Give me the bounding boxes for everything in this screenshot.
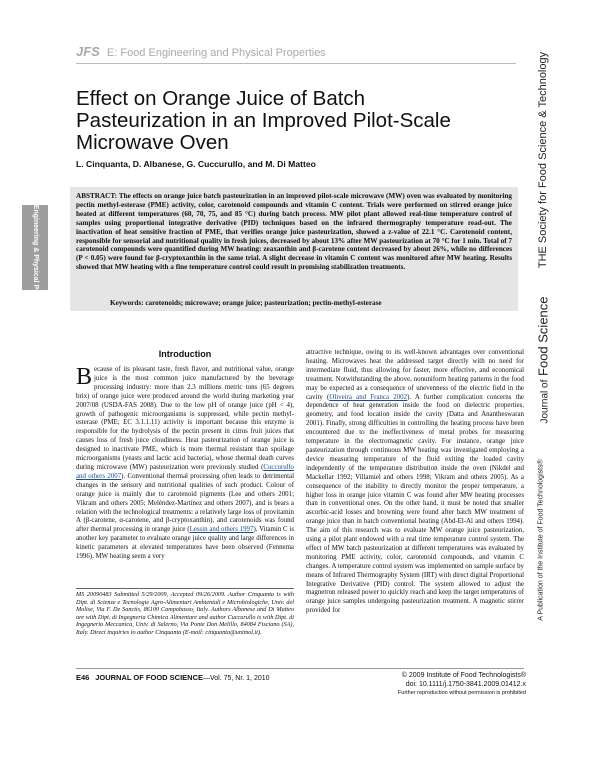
intro-heading: Introduction (158, 349, 212, 359)
society-banner: THE Society for Food Science & Technology (537, 51, 549, 269)
doi-link[interactable]: doi: 10.1111/j.1750-3841.2009.01412.x (405, 681, 526, 688)
section-side-tab-label: E: Food Engineering & Physical Properties (32, 176, 39, 319)
col1-text-c: ). Vitamin C is another key parameter to evaluate orange juice quality and large differences in kinetic parameters at elevated temperatures have been observed (Fennema 1996). MW heating seem a very (76, 526, 295, 561)
publication-note: A Publication of the Institute of Food Technologists® (537, 459, 545, 621)
page-number: E46 (76, 673, 90, 682)
journal-logo-large: Food Science (535, 296, 551, 376)
drop-cap: B (76, 364, 93, 390)
permission-note: Further reproduction without permission is prohibited (397, 690, 526, 696)
journal-logo-small: Journal of (539, 379, 551, 424)
footer-citation (76, 673, 270, 682)
abstract: ABSTRACT: The effects on orange juice batch pasteurization in an improved pilot-scale microwave (MW) oven was evaluated by monitoring pectin methyl-esterase (PME) activity, color, carotenoid compounds and vitamin C content. Trials were performed on stirred orange juice heated at different temperatures (60, 70, 75, and 85 °C) during batch process. MW pilot plant allowed real-time temperature control of samples using proportional integrative derivative (PID) techniques based on the infrared thermography temperature read-out. The inactivation of heat sensitive fraction of PME, that verifies orange juice pasteurization, showed a z-value of 22.1 °C. Carotenoid content, responsible for sensorial and nutritional quality in fresh juices, decreased by about 13% after MW pasteurization at 70 °C for 1 min. Total of 7 carotenoid compounds were quantified during MW heating: zeaxanthin and β-carotene content decreased by about 26%, while no differences (P < 0.05) were found for β-cryptoxanthin in the same trial. A slight decrease in vitamin C content was monitored after MW heating. Results showed that MW heating with a fine temperature control could result in promising stabilization treatments. (76, 192, 513, 272)
section-name: E: Food Engineering and Physical Properties (106, 47, 326, 59)
volume-info: —Vol. 75, Nr. 1, 2010 (203, 675, 270, 682)
article-title: Effect on Orange Juice of Batch Pasteurization in an Improved Pilot-Scale Microwave Oven (76, 87, 451, 154)
citation-link[interactable]: Oliveira and Franca 2002 (329, 393, 408, 401)
body-column-right (306, 349, 524, 616)
footer-rights (398, 671, 526, 698)
body-column-left (76, 366, 294, 562)
footnote-rule (76, 588, 294, 589)
author-list: L. Cinquanta, D. Albanese, G. Cuccurullo, and M. Di Matteo (76, 159, 316, 169)
footer-rule (76, 668, 524, 669)
journal-abbrev: JFS (76, 44, 100, 59)
col1-text-b: ). Conventional thermal processing often leads to detrimental changes in the sensory and nutritional qualities of such product. Colour of orange juice is mainly due to carotenoid pigments (Lee and others 2001; Vikram and others 2005; Meléndez-Martínez and others 2007), and is bears a relation with the technological treatments: a relatively large loss of provitamin A (β-carotene, α-carotene, and β-cryptoxanthin), and carotenoids was found after thermal processing in orange juice ( (76, 472, 294, 534)
header-rule (76, 63, 516, 64)
journal-logo (536, 296, 551, 423)
citation-link[interactable]: Cuccurullo and others 2007 (76, 463, 294, 480)
running-header (76, 44, 326, 59)
citation-link[interactable]: Lessin and others 1997 (189, 526, 254, 534)
journal-name: JOURNAL OF FOOD SCIENCE (95, 673, 203, 682)
col2-text-a: attractive technique, owing to its well-known advantages over conventional heating. Microwaves heat the addressed target directly with no need for intermediate fluid, thus allowing for faster, more effective, and economical treatment. Notwithstanding the above, nonuniform heating patterns in the food may be expected as a consequence of unevenness of the electric field in the cavity ( (306, 349, 524, 401)
footnote: MS 20090483 Submitted 5/29/2009, Accepted 09/26/2009. Author Cinquanta is with Dipt. di Scienze e Tecnologie Agro-Alimentari Ambientali e Microbiologiche, Univ. del Molise, Via F. De Sanctis, 86100 Campobasso, Italy. Authors Albanese and Di Matteo are with Dipt. di Ingegneria Chimica Alimentare and author Cuccurullo is with Dipt. di Ingegneria Meccanica, Univ. di Salerno, Via Ponte Don Melillo, 84084 Fisciano (SA), Italy. Direct inquiries to author Cinquanta (E-mail: cinquanta@unimol.it). (76, 591, 294, 636)
col2-text-b: ). A further complication concerns the dependence of heat generation inside the food on dielectric properties, geometry, and food location inside the cavity (Datta and Anantheswaran 2001). Finally, strong difficulties in controlling the heating process have been encountered due to the ineffectiveness of metal probes for measuring temperature in the electromagnetic cavity. For instance, orange juice pasteurization through continuous MW heating was investigated employing a device measuring temperature of the fluid exiting the loaded cavity independently of the temperature distribution inside the oven (Nikdel and Mackellar 1992; Villamiel and others 1998; Vikram and others 2005). As a consequence of the inability to directly monitor the proper temperature, a higher loss in orange juice vitamin C was found after MW heating processes than in conventional ones. On the other hand, it must be noted that smaller ascorbic-acid losses and browning were found after batch MW treatment of orange juice than in batch conventional heating (Abd-El-Al and others 1994). The aim of this research was to evaluate MW orange juice pasteurization, using a pilot plant endowed with a real time temperature control system. The effect of MW batch pasteurization at different temperatures was evaluated by monitoring PME activity, color, carotenoid compounds, and vitamin C changes. A temperature control system was implemented on sample surface by means of Infrared Thermography System (IRT) with direct digital Proportional Integrative Derivative (PID) control. The system allowed to adjust the magnetron released power to quickly reach and keep the target temperatures of orange juice samples undergoing pasteurization treatment. A magnetic stirrer provided for (306, 393, 524, 615)
col1-text-a: ecause of its pleasant taste, fresh flavor, and nutritional value, orange juice is the most common juice manufactured by the beverage processing industry: more than 2.3 millions metric tons (65 degrees brix) of orange juice were produced around the world during marketing year 2007/08 (USDA-FAS 2008). Due to the low pH of orange juice (pH < 4), growth of pathogenic microorganisms is suppressed, while pectin methyl-esterase (PME; EC 3.1.1.11) activity is important because this enzyme is responsible for the hydrolysis of the pectin present in citrus fruit juices that causes loss of fresh juice cloudiness. Heat pasteurization of orange juice is designed to inactivate PME, which is more thermal resistant than spoilage microorganisms (yeasts and lactic acid bacteria), whose thermal death curves during microwave (MW) pasteurization were previously studied ( (76, 366, 294, 471)
keywords: Keywords: carotenoids; microwave; orange juice; pasteurization; pectin-methyl-esterase (110, 299, 382, 307)
copyright: © 2009 Institute of Food Technologists® (401, 672, 526, 679)
section-side-tab (22, 176, 48, 319)
